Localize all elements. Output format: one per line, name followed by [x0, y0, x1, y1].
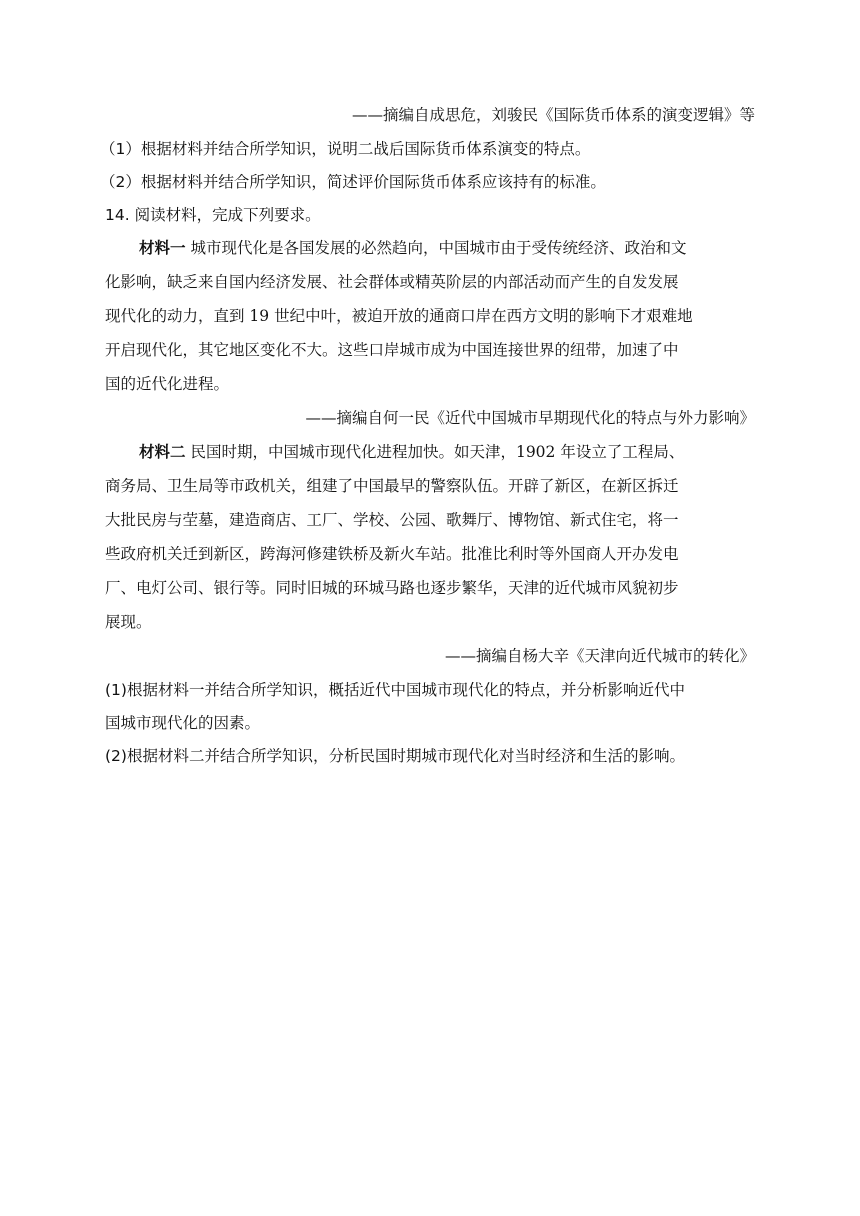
material-1-line-5: 国的近代化进程。: [105, 375, 230, 393]
material-2-line-4: 些政府机关迁到新区，跨海河修建铁桥及新火车站。批准比利时等外国商人开办发电: [105, 545, 679, 563]
material-2-line-5: 厂、电灯公司、银行等。同时旧城的环城马路也逐步繁华，天津的近代城市风貌初步: [105, 579, 679, 597]
source-citation: ——摘编自成思危，刘骏民《国际货币体系的演变逻辑》等: [351, 106, 755, 124]
material-1-line-1: [105, 238, 755, 258]
question-14-2: (2)根据材料二并结合所学知识，分析民国时期城市现代化对当时经济和生活的影响。: [105, 747, 685, 765]
material-2-line-2: 商务局、卫生局等市政机关，组建了中国最早的警察队伍。开辟了新区，在新区拆迁: [105, 477, 679, 495]
material-2-source: ——摘编自杨大辛《天津向近代城市的转化》: [444, 647, 755, 665]
material-2-label: 材料二: [139, 443, 186, 461]
material-1-label: 材料一: [139, 239, 186, 257]
material-1-line-4: 开启现代化，其它地区变化不大。这些口岸城市成为中国连接世界的纽带，加速了中: [105, 341, 679, 359]
material-1-source: ——摘编自何一民《近代中国城市早期现代化的特点与外力影响》: [305, 409, 755, 427]
question-14-1-line-1: (1)根据材料一并结合所学知识，概括近代中国城市现代化的特点，并分析影响近代中: [105, 681, 685, 699]
question-13-1: （1）根据材料并结合所学知识，说明二战后国际货币体系演变的特点。: [100, 140, 591, 158]
material-2-text: 民国时期，中国城市现代化进程加快。如天津，1902 年设立了工程局、: [190, 443, 685, 461]
material-1-line-2: 化影响，缺乏来自国内经济发展、社会群体或精英阶层的内部活动而产生的自发发展: [105, 273, 679, 291]
material-2-line-6: 展现。: [105, 613, 152, 631]
material-1-line-3: 现代化的动力，直到 19 世纪中叶，被迫开放的通商口岸在西方文明的影响下才艰难地: [105, 307, 693, 325]
question-14-1-line-2: 国城市现代化的因素。: [105, 714, 261, 732]
material-1-text: 城市现代化是各国发展的必然趋向，中国城市由于受传统经济、政治和文: [190, 239, 687, 257]
question-14-heading: 14. 阅读材料，完成下列要求。: [105, 206, 321, 224]
material-2-line-1: [105, 442, 755, 462]
question-13-2: （2）根据材料并结合所学知识，简述评价国际货币体系应该持有的标准。: [100, 173, 606, 191]
material-2-line-3: 大批民房与茔墓，建造商店、工厂、学校、公园、歌舞厅、博物馆、新式住宅，将一: [105, 511, 679, 529]
